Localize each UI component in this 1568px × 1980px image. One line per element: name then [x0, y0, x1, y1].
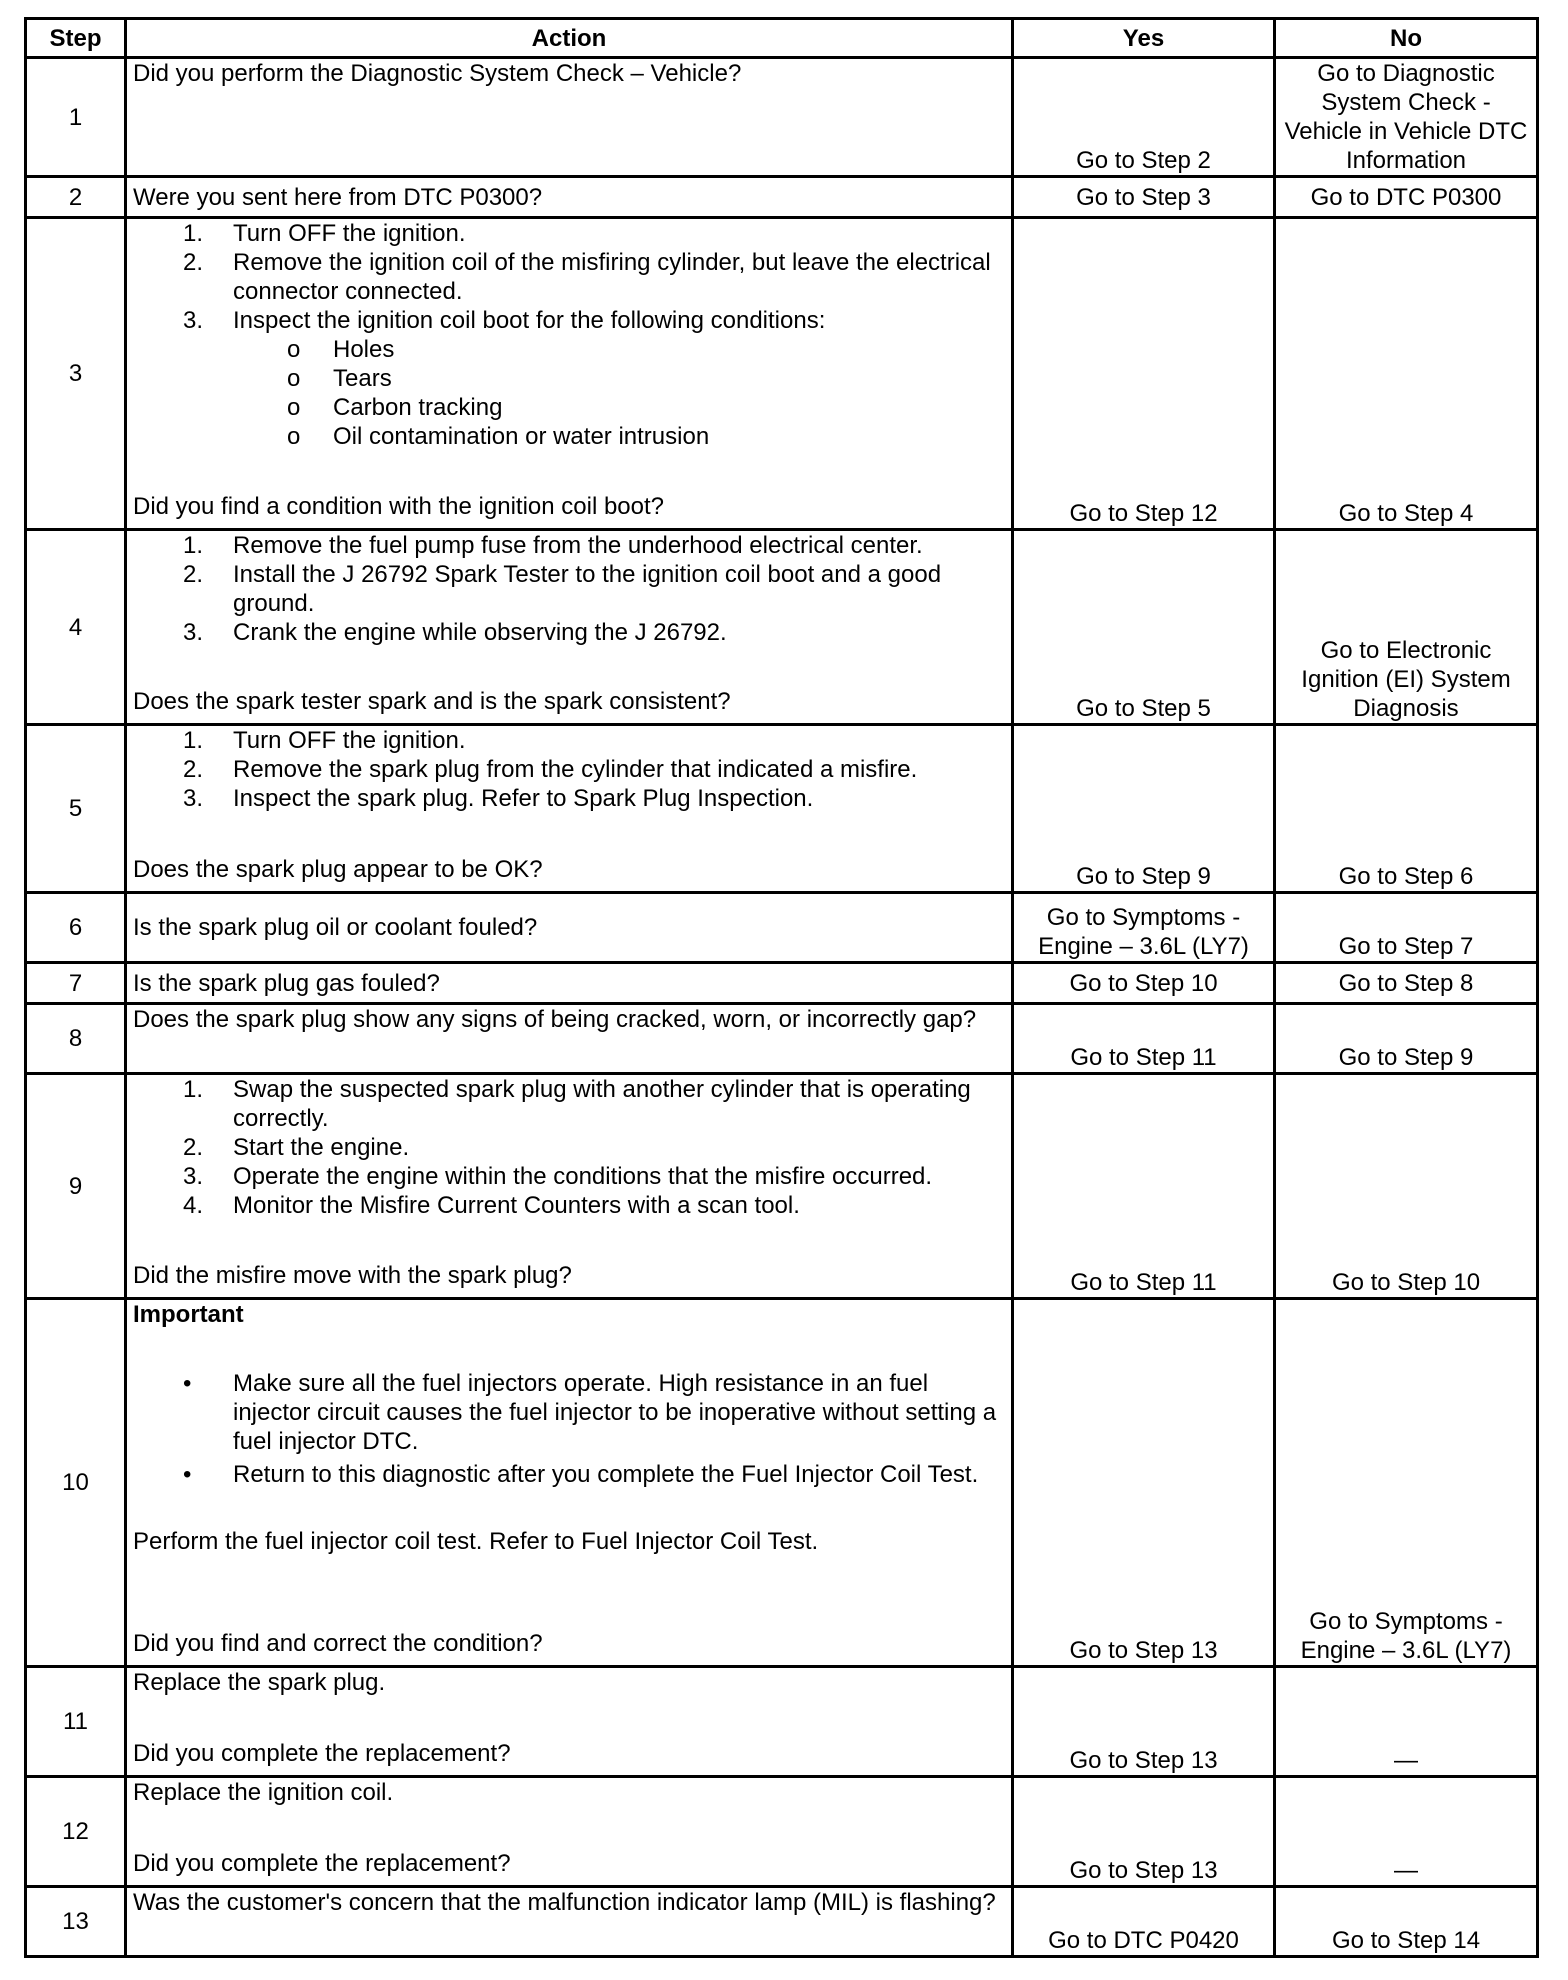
condition-list	[133, 335, 1005, 451]
instruction-list	[133, 219, 1005, 335]
no-result: Go to Step 9	[1275, 1004, 1538, 1074]
yes-result: Go to Symptoms - Engine – 3.6L (LY7)	[1013, 893, 1275, 963]
table-row	[26, 218, 1538, 530]
table-row	[26, 1777, 1538, 1887]
table-row	[26, 1667, 1538, 1777]
action-question: Does the spark tester spark and is the spark consistent?	[133, 688, 731, 715]
yes-result: Go to Step 3	[1013, 177, 1275, 218]
action-cell	[126, 1004, 1013, 1074]
no-result: —	[1275, 1777, 1538, 1887]
step-number: 4	[26, 530, 126, 725]
instruction-list	[133, 1075, 1005, 1220]
action-cell	[126, 177, 1013, 218]
yes-result: Go to Step 11	[1013, 1074, 1275, 1299]
action-cell	[126, 1887, 1013, 1957]
yes-result: Go to Step 13	[1013, 1777, 1275, 1887]
list-item: o Tears	[287, 365, 392, 392]
header-action: Action	[126, 19, 1013, 58]
action-question: Does the spark plug appear to be OK?	[133, 856, 543, 883]
bullet-list	[133, 1369, 1005, 1489]
step-number: 2	[26, 177, 126, 218]
action-cell	[126, 1074, 1013, 1299]
step-number: 10	[26, 1299, 126, 1667]
no-result: —	[1275, 1667, 1538, 1777]
list-item: 1. Turn OFF the ignition.	[183, 727, 466, 754]
list-item: 3. Operate the engine within the conditions that the misfire occurred.	[183, 1163, 933, 1190]
list-item: • Make sure all the fuel injectors operate. High resistance in an fuel injector circuit causes the fuel injector to be inoperative without setting a fuel injector DTC.	[183, 1370, 997, 1455]
action-instruction: Replace the ignition coil.	[133, 1779, 394, 1806]
action-instruction: Replace the spark plug.	[133, 1669, 386, 1696]
table-row	[26, 1074, 1538, 1299]
no-result: Go to Step 14	[1275, 1887, 1538, 1957]
table-row	[26, 530, 1538, 725]
action-cell	[126, 530, 1013, 725]
yes-result: Go to Step 5	[1013, 530, 1275, 725]
table-row	[26, 177, 1538, 218]
header-row	[26, 19, 1538, 58]
list-item: 3. Inspect the spark plug. Refer to Spark Plug Inspection.	[183, 785, 814, 812]
action-question: Did you complete the replacement?	[133, 1850, 511, 1877]
action-instruction: Perform the fuel injector coil test. Refer to Fuel Injector Coil Test.	[133, 1528, 819, 1555]
action-question: Did you find and correct the condition?	[133, 1630, 543, 1657]
action-question: Were you sent here from DTC P0300?	[133, 183, 543, 211]
action-cell	[126, 1299, 1013, 1667]
header-no: No	[1275, 19, 1538, 58]
action-question: Is the spark plug oil or coolant fouled?	[133, 914, 538, 941]
table-row	[26, 1887, 1538, 1957]
no-result: Go to Step 4	[1275, 218, 1538, 530]
action-question: Was the customer's concern that the malfunction indicator lamp (MIL) is flashing?	[133, 1889, 996, 1916]
yes-result: Go to Step 11	[1013, 1004, 1275, 1074]
list-item: 2. Start the engine.	[183, 1134, 410, 1161]
yes-result: Go to Step 9	[1013, 725, 1275, 893]
list-item: 3. Crank the engine while observing the J 26792.	[183, 619, 727, 646]
header-yes: Yes	[1013, 19, 1275, 58]
action-question: Did you complete the replacement?	[133, 1740, 511, 1767]
list-item: o Holes	[287, 336, 395, 363]
no-result: Go to Electronic Ignition (EI) System Diagnosis	[1275, 530, 1538, 725]
step-number: 1	[26, 58, 126, 177]
list-item: 2. Remove the spark plug from the cylinder that indicated a misfire.	[183, 756, 918, 783]
table-row	[26, 58, 1538, 177]
step-number: 11	[26, 1667, 126, 1777]
step-number: 7	[26, 963, 126, 1004]
action-question: Did you perform the Diagnostic System Check – Vehicle?	[133, 60, 742, 87]
list-item: o Carbon tracking	[287, 394, 503, 421]
instruction-list	[133, 726, 1005, 813]
no-result: Go to DTC P0300	[1275, 177, 1538, 218]
table-row	[26, 725, 1538, 893]
list-item: 1. Swap the suspected spark plug with another cylinder that is operating correctly.	[183, 1076, 971, 1132]
no-result: Go to Diagnostic System Check - Vehicle in Vehicle DTC Information	[1275, 58, 1538, 177]
yes-result: Go to Step 13	[1013, 1667, 1275, 1777]
step-number: 12	[26, 1777, 126, 1887]
step-number: 6	[26, 893, 126, 963]
no-result: Go to Step 7	[1275, 893, 1538, 963]
no-result: Go to Symptoms - Engine – 3.6L (LY7)	[1275, 1299, 1538, 1667]
table-row	[26, 963, 1538, 1004]
no-result: Go to Step 10	[1275, 1074, 1538, 1299]
important-label: Important	[133, 1301, 244, 1328]
yes-result: Go to DTC P0420	[1013, 1887, 1275, 1957]
instruction-list	[133, 531, 1005, 647]
list-item: o Oil contamination or water intrusion	[287, 423, 710, 450]
step-number: 3	[26, 218, 126, 530]
action-cell	[126, 725, 1013, 893]
list-item: 2. Remove the ignition coil of the misfiring cylinder, but leave the electrical connector connected.	[183, 249, 991, 305]
no-result: Go to Step 8	[1275, 963, 1538, 1004]
table-row	[26, 1299, 1538, 1667]
list-item: 2. Install the J 26792 Spark Tester to the ignition coil boot and a good ground.	[183, 561, 942, 617]
action-question: Did you find a condition with the ignition coil boot?	[133, 493, 664, 520]
table-row	[26, 893, 1538, 963]
diagnostic-table	[24, 17, 1539, 1958]
list-item: 4. Monitor the Misfire Current Counters with a scan tool.	[183, 1192, 800, 1219]
list-item: 3. Inspect the ignition coil boot for the following conditions:	[183, 307, 826, 334]
step-number: 13	[26, 1887, 126, 1957]
table-row	[26, 1004, 1538, 1074]
step-number: 9	[26, 1074, 126, 1299]
yes-result: Go to Step 12	[1013, 218, 1275, 530]
list-item: • Return to this diagnostic after you complete the Fuel Injector Coil Test.	[183, 1461, 979, 1488]
list-item: 1. Turn OFF the ignition.	[183, 220, 466, 247]
action-question: Does the spark plug show any signs of being cracked, worn, or incorrectly gap?	[133, 1006, 977, 1033]
yes-result: Go to Step 13	[1013, 1299, 1275, 1667]
list-item: 1. Remove the fuel pump fuse from the underhood electrical center.	[183, 532, 923, 559]
yes-result: Go to Step 10	[1013, 963, 1275, 1004]
yes-result: Go to Step 2	[1013, 58, 1275, 177]
action-cell	[126, 218, 1013, 530]
action-cell	[126, 1667, 1013, 1777]
header-step: Step	[26, 19, 126, 58]
action-cell	[126, 893, 1013, 963]
action-question: Is the spark plug gas fouled?	[133, 969, 440, 997]
action-cell	[126, 963, 1013, 1004]
step-number: 5	[26, 725, 126, 893]
action-cell	[126, 1777, 1013, 1887]
no-result: Go to Step 6	[1275, 725, 1538, 893]
step-number: 8	[26, 1004, 126, 1074]
action-cell	[126, 58, 1013, 177]
action-question: Did the misfire move with the spark plug?	[133, 1262, 572, 1289]
